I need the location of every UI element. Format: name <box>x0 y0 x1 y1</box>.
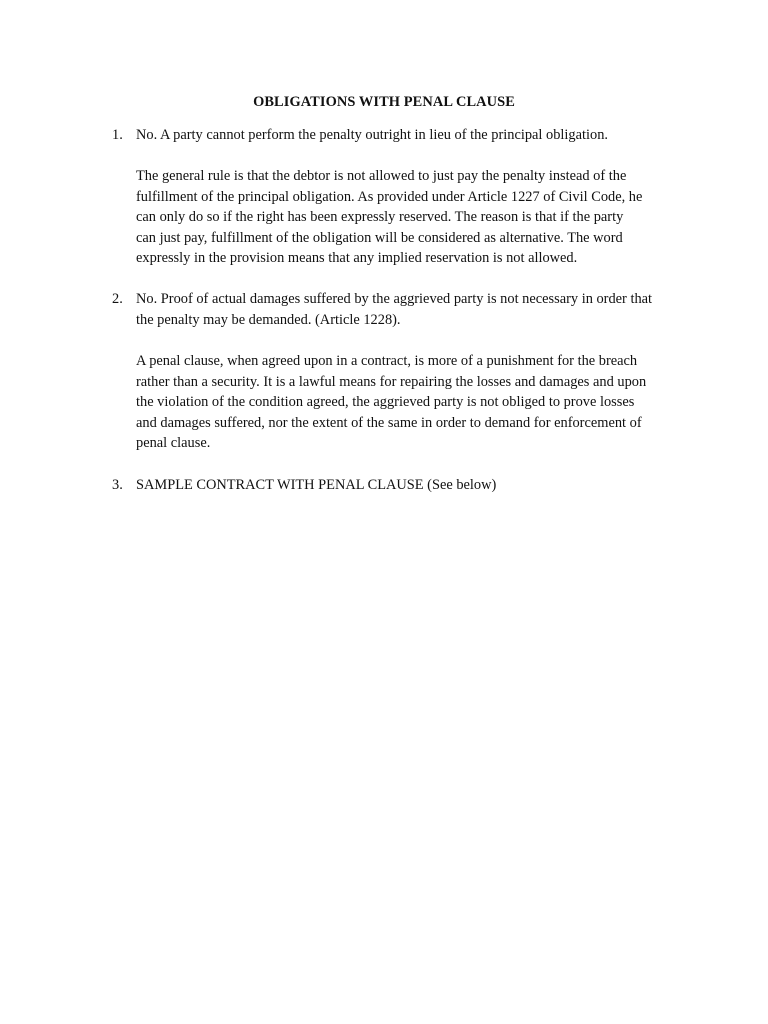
item-1-lead: No. A party cannot perform the penalty outright in lieu of the principal obligation. <box>136 127 608 143</box>
item-1-number: 1. <box>112 127 123 143</box>
item-3-lead: SAMPLE CONTRACT WITH PENAL CLAUSE (See below) <box>136 477 497 493</box>
item-1-body: The general rule is that the debtor is not allowed to just pay the penalty instead of the fulfillment of the principal obligation. As provided under Article 1227 of Civil Code, he can only do so if the right has been expressly reserved. The reason is that if the party can just pay, fulfillment of the obligation will be considered as alternative. The word expressly in the provision means that any implied reservation is not allowed. <box>136 168 643 266</box>
item-3-number: 3. <box>112 477 123 493</box>
item-2-number: 2. <box>112 291 123 307</box>
item-2-body: A penal clause, when agreed upon in a contract, is more of a punishment for the breach rather than a security. It is a lawful means for repairing the losses and damages and upon the violation of the condition agreed, the aggrieved party is not obliged to prove losses and damages suffered, nor the extent of the same in order to demand for enforcement of penal clause. <box>136 353 647 451</box>
document-title: OBLIGATIONS WITH PENAL CLAUSE <box>253 94 515 110</box>
item-2-lead: No. Proof of actual damages suffered by the aggrieved party is not necessary in order that the penalty may be demanded. (Article 1228). <box>136 291 653 328</box>
